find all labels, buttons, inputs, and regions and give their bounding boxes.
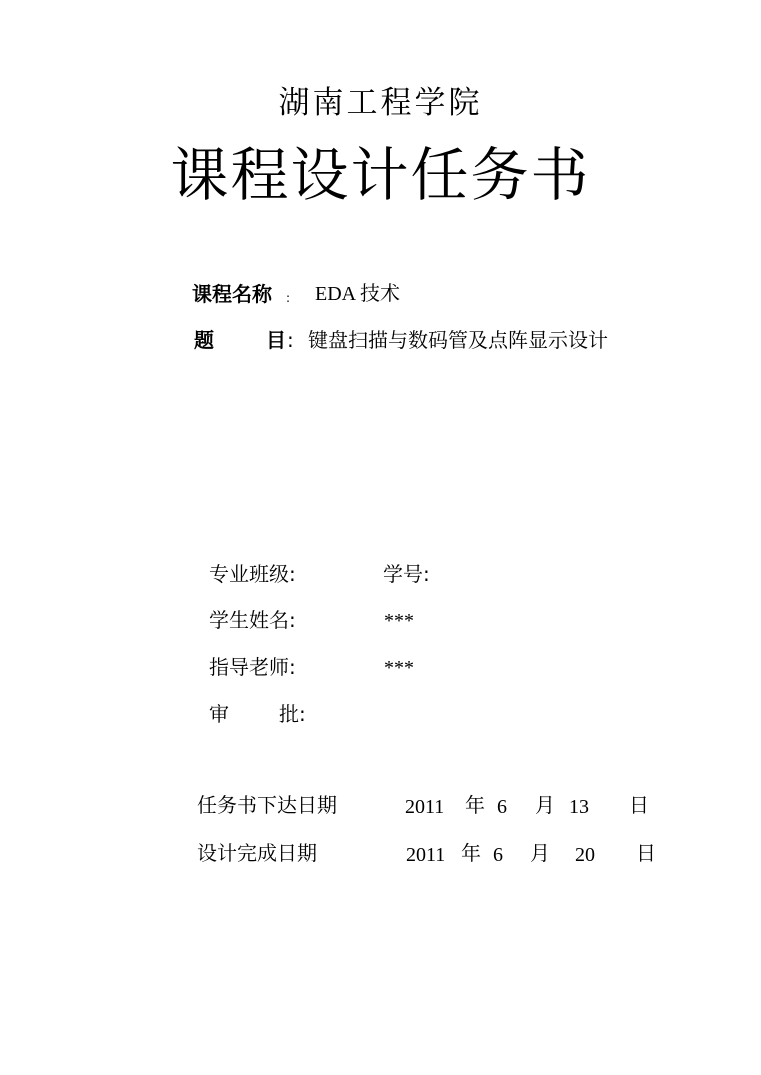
completion-date-month: 6 [493, 844, 503, 866]
course-name-label: 课程名称 [192, 282, 272, 306]
issue-date-day-unit: 日 [629, 793, 649, 817]
topic-value: 键盘扫描与数码管及点阵显示设计 [308, 328, 608, 352]
topic-label-part2: 目 [266, 328, 286, 352]
approval-label-part1: 审 [209, 702, 229, 726]
document-title: 课程设计任务书 [170, 141, 591, 209]
course-name-value: EDA 技术 [315, 283, 400, 305]
advisor-label: 指导老师: [209, 655, 296, 679]
course-name-colon: : [286, 291, 291, 305]
student-name-label: 学生姓名: [209, 608, 296, 632]
student-name-value: *** [384, 610, 414, 632]
school-name: 湖南工程学院 [278, 85, 483, 121]
completion-date-label: 设计完成日期 [197, 841, 317, 865]
topic-label-part1: 题 [194, 328, 214, 352]
issue-date-year: 2011 [405, 796, 445, 818]
advisor-value: *** [384, 657, 414, 679]
completion-date-day: 20 [575, 844, 595, 866]
issue-date-day: 13 [569, 796, 589, 818]
issue-date-label: 任务书下达日期 [197, 793, 337, 817]
approval-label-part2: 批: [279, 702, 306, 726]
topic-colon: : [287, 328, 294, 352]
issue-date-month: 6 [497, 796, 507, 818]
issue-date-year-unit: 年 [465, 793, 485, 817]
major-class-label: 专业班级: [209, 562, 296, 586]
completion-date-month-unit: 月 [530, 841, 550, 865]
issue-date-month-unit: 月 [535, 793, 555, 817]
student-id-label: 学号: [383, 562, 430, 586]
completion-date-year: 2011 [406, 844, 446, 866]
completion-date-day-unit: 日 [636, 841, 656, 865]
completion-date-year-unit: 年 [461, 841, 481, 865]
